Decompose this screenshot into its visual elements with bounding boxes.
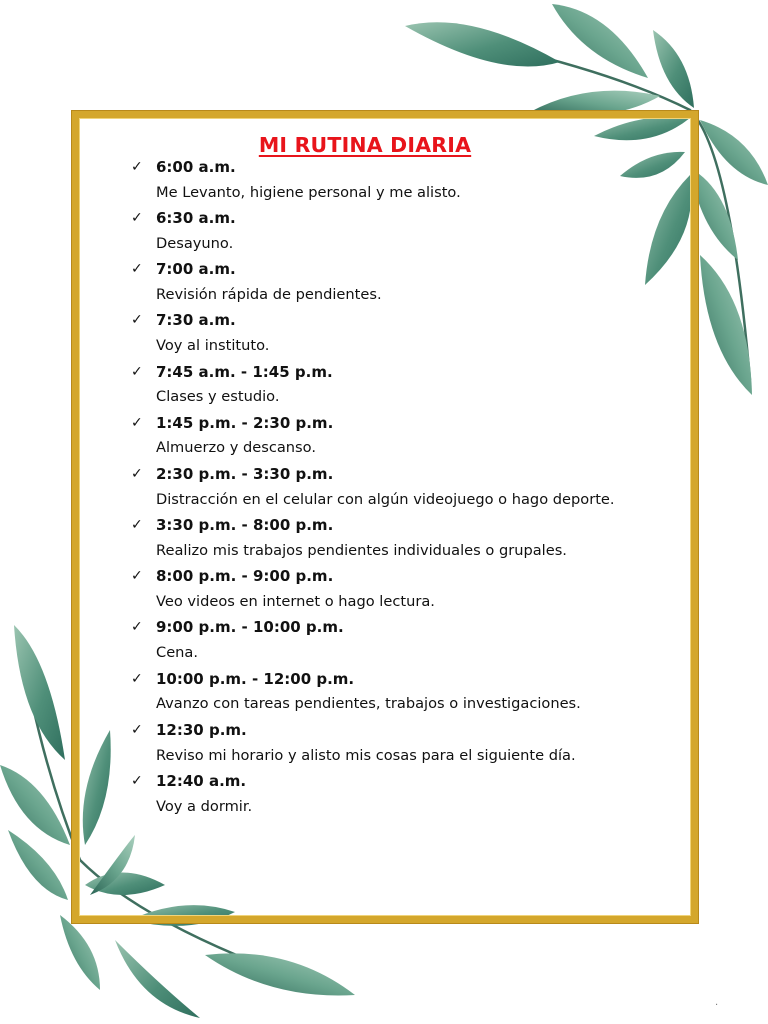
routine-item [131, 717, 615, 768]
routine-item [131, 512, 615, 563]
routine-time-row [131, 564, 615, 590]
routine-list [131, 154, 615, 819]
check-icon: ✓ [131, 465, 143, 482]
routine-time-row [131, 717, 615, 743]
check-icon: ✓ [131, 568, 143, 585]
routine-item [131, 410, 615, 461]
corner-mark: · [715, 1000, 719, 1011]
check-icon: ✓ [131, 670, 143, 687]
routine-item [131, 359, 615, 410]
check-icon: ✓ [131, 721, 143, 738]
routine-activity: Almuerzo y descanso. [156, 439, 316, 457]
routine-item [131, 615, 615, 666]
routine-time: 1:45 p.m. - 2:30 p.m. [156, 413, 334, 432]
routine-item [131, 666, 615, 717]
routine-activity: Voy al instituto. [156, 337, 270, 355]
routine-activity: Avanzo con tareas pendientes, trabajos o investigaciones. [156, 695, 581, 713]
routine-activity: Distracción en el celular con algún videojuego o hago deporte. [156, 490, 615, 508]
routine-activity: Clases y estudio. [156, 388, 280, 406]
routine-item [131, 308, 615, 359]
routine-activity: Reviso mi horario y alisto mis cosas para el siguiente día. [156, 746, 576, 764]
routine-time: 8:00 p.m. - 9:00 p.m. [156, 567, 334, 586]
routine-time-row [131, 615, 615, 641]
routine-time-row [131, 768, 615, 794]
routine-time-row [131, 666, 615, 692]
routine-activity: Realizo mis trabajos pendientes individuales o grupales. [156, 541, 567, 559]
routine-time: 7:00 a.m. [156, 260, 236, 279]
routine-time: 7:45 a.m. - 1:45 p.m. [156, 362, 333, 381]
check-icon: ✓ [131, 312, 143, 329]
routine-time: 6:00 a.m. [156, 157, 236, 176]
check-icon: ✓ [131, 517, 143, 534]
check-icon: ✓ [131, 619, 143, 636]
routine-time: 12:30 p.m. [156, 720, 247, 739]
routine-activity: Desayuno. [156, 234, 234, 252]
routine-time: 9:00 p.m. - 10:00 p.m. [156, 618, 344, 637]
check-icon: ✓ [131, 209, 143, 226]
routine-time: 10:00 p.m. - 12:00 p.m. [156, 669, 355, 688]
routine-item [131, 256, 615, 307]
check-icon: ✓ [131, 363, 143, 380]
routine-activity: Cena. [156, 644, 198, 662]
routine-time: 12:40 a.m. [156, 772, 247, 790]
routine-item [131, 768, 615, 819]
routine-time-row [131, 410, 615, 436]
check-icon: ✓ [131, 261, 143, 278]
routine-time-row [131, 205, 615, 231]
routine-activity: Veo videos en internet o hago lectura. [156, 593, 435, 610]
routine-time: 7:30 a.m. [156, 311, 236, 330]
routine-time-row [131, 461, 615, 487]
routine-activity: Me Levanto, higiene personal y me alisto. [156, 183, 461, 201]
routine-item [131, 564, 615, 615]
check-icon: ✓ [131, 158, 143, 175]
check-icon: ✓ [131, 414, 143, 431]
routine-time: 6:30 a.m. [156, 208, 236, 227]
routine-item [131, 154, 615, 205]
routine-time-row [131, 256, 615, 282]
check-icon: ✓ [131, 773, 143, 789]
routine-time-row [131, 512, 615, 538]
routine-time: 2:30 p.m. - 3:30 p.m. [156, 464, 334, 483]
routine-item [131, 205, 615, 256]
routine-time: 3:30 p.m. - 8:00 p.m. [156, 516, 334, 535]
routine-item [131, 461, 615, 512]
page-title: MI RUTINA DIARIA [258, 132, 472, 157]
routine-time-row [131, 308, 615, 334]
routine-activity: Voy a dormir. [156, 797, 253, 815]
routine-activity: Revisión rápida de pendientes. [156, 285, 382, 303]
routine-time-row [131, 154, 615, 180]
routine-time-row [131, 359, 615, 385]
